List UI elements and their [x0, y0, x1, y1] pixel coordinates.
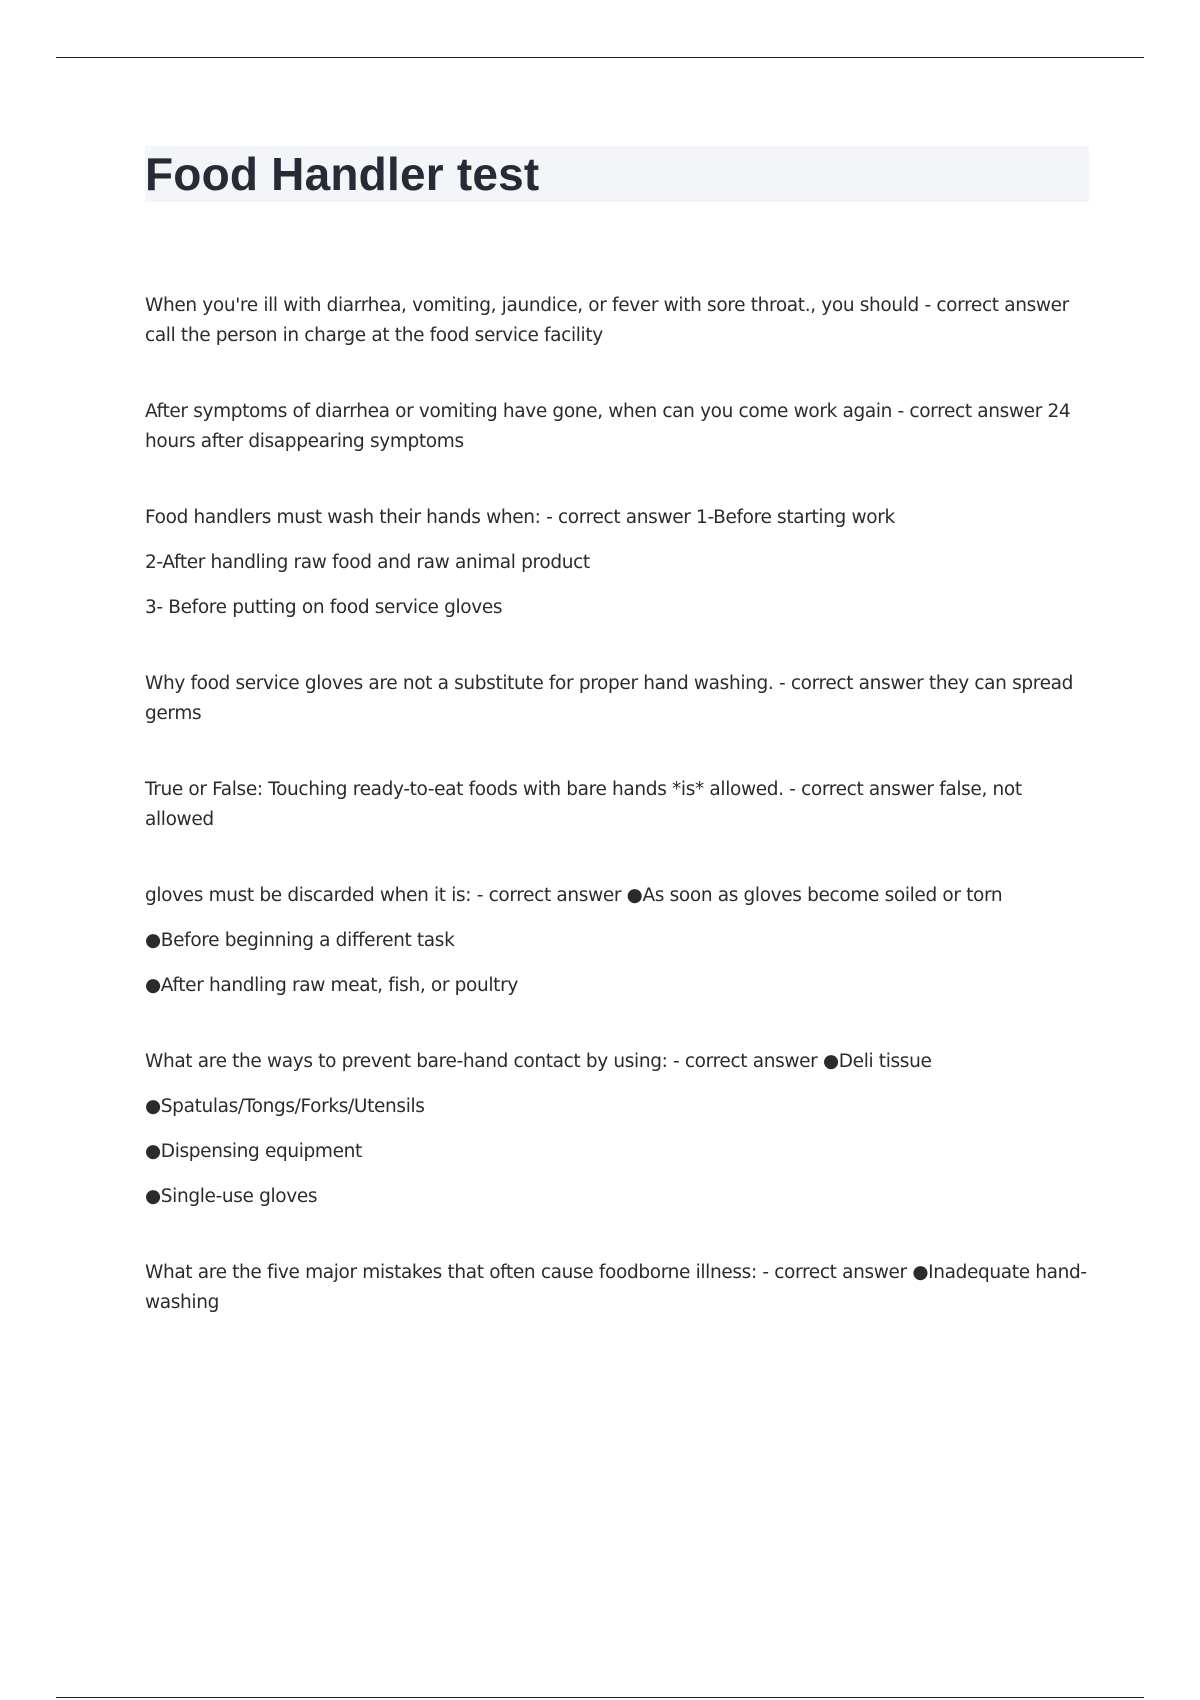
separator: - [756, 1262, 775, 1283]
answer-text: ●As soon as gloves become soiled or torn [626, 885, 1003, 906]
separator: - [892, 401, 910, 422]
answer-continuation-line: ●Single-use gloves [145, 1186, 318, 1207]
qa-line [145, 1047, 1089, 1077]
top-rule [56, 57, 1144, 58]
separator: - [783, 779, 802, 800]
separator: - [540, 507, 558, 528]
answer-text: 1-Before starting work [696, 507, 895, 528]
qa-item [145, 881, 1089, 1001]
question-text: What are the five major mistakes that often cause foodborne illness: [145, 1262, 757, 1283]
question-text: What are the ways to prevent bare-hand contact by using: [145, 1051, 668, 1072]
answer-text: false, not allowed [145, 779, 1022, 830]
question-text: When you're ill with diarrhea, vomiting, jaundice, or fever with sore throat., you should [145, 295, 919, 316]
answer-label: correct answer [936, 295, 1069, 316]
answer-text: call the person in charge at the food service facility [145, 325, 603, 346]
separator: - [471, 885, 489, 906]
answer-label: correct answer [801, 779, 934, 800]
answer-continuation-line: 3- Before putting on food service gloves [145, 597, 503, 618]
question-answer-list [145, 291, 1089, 1318]
qa-item [145, 397, 1089, 457]
answer-continuation-line: ●After handling raw meat, fish, or poultry [145, 975, 518, 996]
qa-line [145, 775, 1089, 835]
page-title: Food Handler test [145, 148, 540, 200]
qa-item [145, 775, 1089, 835]
bottom-rule [56, 1697, 1144, 1698]
answer-text: 24 hours after disappearing symptoms [145, 401, 1071, 452]
answer-label: correct answer [557, 507, 691, 528]
answer-text: ●Inadequate hand-washing [145, 1262, 1087, 1313]
qa-item [145, 291, 1089, 351]
question-text: After symptoms of diarrhea or vomiting have gone, when can you come work again [145, 401, 892, 422]
question-text: Food handlers must wash their hands when: [145, 507, 541, 528]
qa-line [145, 503, 1089, 533]
answer-label: correct answer [909, 401, 1042, 422]
separator: - [667, 1051, 685, 1072]
qa-line [145, 1258, 1089, 1318]
qa-line [145, 397, 1089, 457]
question-text: gloves must be discarded when it is: [145, 885, 472, 906]
qa-item [145, 669, 1089, 729]
qa-item [145, 503, 1089, 623]
separator: - [773, 673, 791, 694]
answer-text: ●Deli tissue [822, 1051, 932, 1072]
answer-text: they can spread germs [145, 673, 1074, 724]
qa-line [145, 669, 1089, 729]
answer-continuation-line: ●Dispensing equipment [145, 1141, 362, 1162]
qa-item [145, 1258, 1089, 1318]
qa-line [145, 881, 1089, 911]
answer-continuation-line: ●Before beginning a different task [145, 930, 455, 951]
separator: - [918, 295, 937, 316]
answer-label: correct answer [790, 673, 924, 694]
answer-continuation-line: 2-After handling raw food and raw animal product [145, 552, 590, 573]
answer-label: correct answer [488, 885, 622, 906]
answer-continuation-line: ●Spatulas/Tongs/Forks/Utensils [145, 1096, 425, 1117]
qa-item [145, 1047, 1089, 1212]
answer-label: correct answer [774, 1262, 907, 1283]
answer-label: correct answer [684, 1051, 818, 1072]
question-text: Why food service gloves are not a substitute for proper hand washing. [145, 673, 774, 694]
qa-line [145, 291, 1089, 351]
question-text: True or False: Touching ready-to-eat foods with bare hands *is* allowed. [145, 779, 784, 800]
